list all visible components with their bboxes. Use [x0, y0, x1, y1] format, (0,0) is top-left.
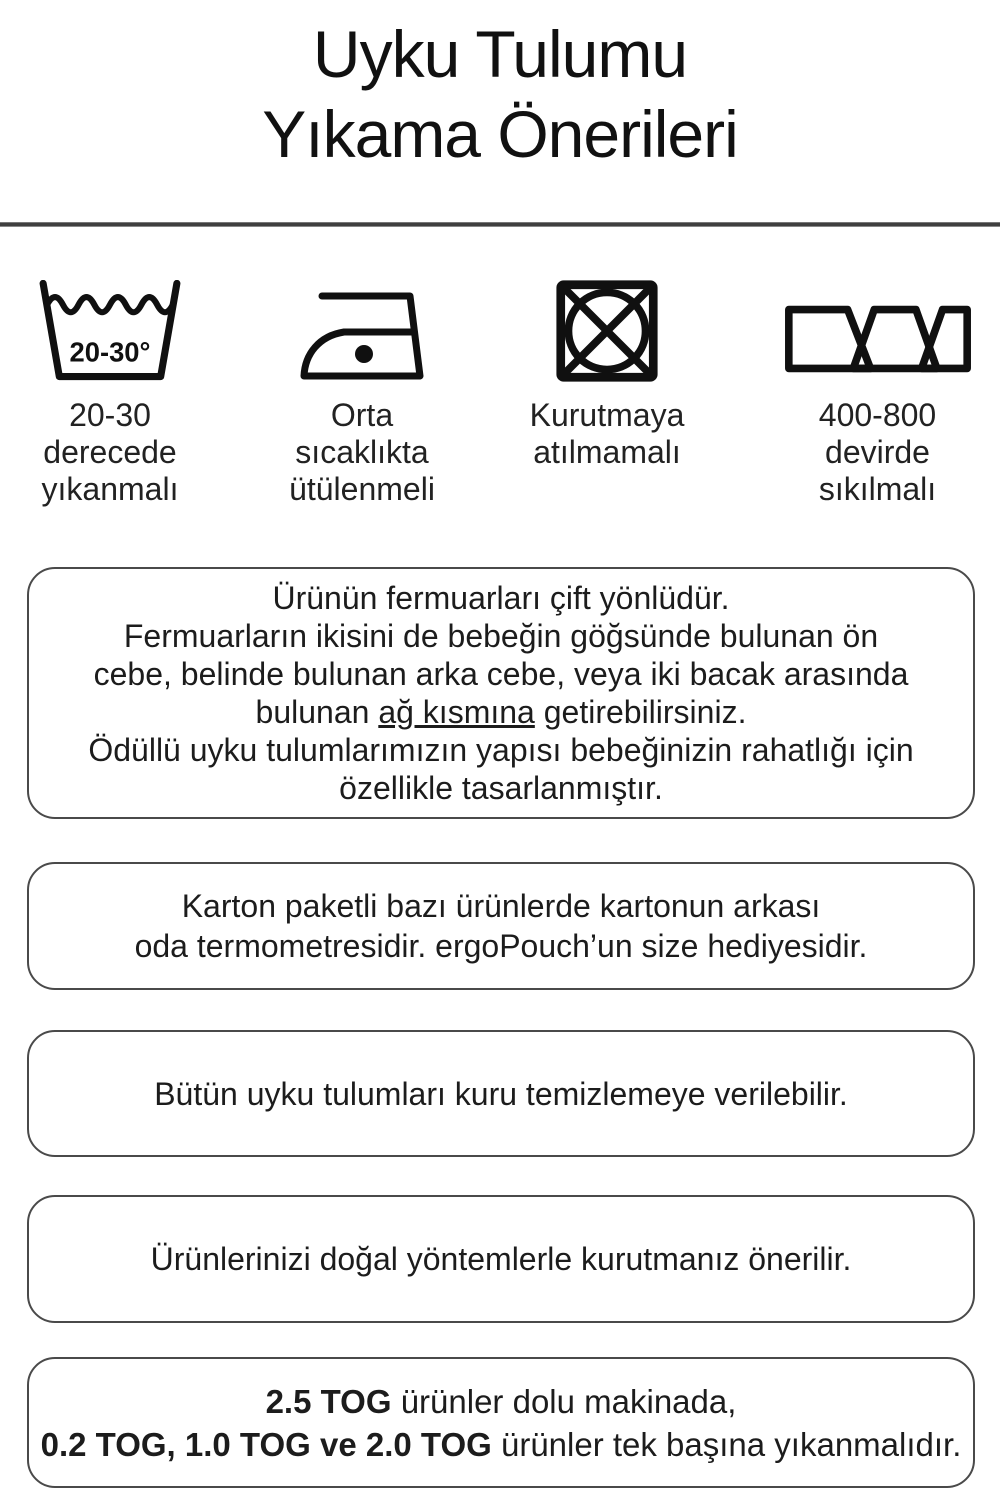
wash-tub-icon: [34, 280, 186, 384]
care-icon-column-wash: [20, 264, 200, 508]
zipper-line-6: özellikle tasarlanmıştır.: [339, 770, 663, 806]
dry-cleaning-text: Bütün uyku tulumları kuru temizlemeye verilebilir.: [154, 1075, 848, 1112]
caption-line: 400-800: [818, 397, 937, 433]
caption-line: Orta: [330, 397, 394, 433]
no-tumble-dry-icon: [554, 278, 660, 384]
underlined-phrase: ağ kısmına: [378, 694, 535, 730]
caption-line: ütülenmeli: [289, 471, 435, 507]
iron-icon: [292, 284, 432, 384]
care-icons-row: [0, 264, 1000, 514]
caption-line: yıkanmalı: [41, 471, 179, 507]
icon-caption-wash: [42, 397, 179, 508]
icon-caption-iron: [289, 397, 435, 508]
thermometer-line-2: oda termometresidir. ergoPouch’un size hediyesidir.: [134, 928, 868, 964]
care-icon-column-spin: [780, 264, 975, 508]
zipper-line-1: Ürünün fermuarları çift yönlüdür.: [272, 580, 730, 616]
divider-line: [0, 222, 1000, 227]
natural-drying-text: Ürünlerinizi doğal yöntemlerle kurutmanız önerilir.: [150, 1241, 852, 1277]
caption-line: 20-30: [69, 397, 151, 433]
caption-line: Kurutmaya: [529, 397, 685, 433]
tog-line-2: 0.2 TOG, 1.0 TOG ve 2.0 TOG ürünler tek başına yıkanmalıdır.: [40, 1425, 962, 1463]
icon-caption-spin: [819, 397, 936, 508]
title-line-1: Uyku Tulumu: [312, 17, 688, 91]
wash-temp-label: 20-30°: [69, 336, 151, 368]
caption-line: sıkılmalı: [818, 471, 937, 507]
caption-line: devirde: [825, 434, 930, 470]
info-box-zipper: [27, 567, 975, 819]
caption-line: atılmamalı: [533, 434, 681, 470]
zipper-line-4: bulunan ağ kısmına getirebilirsiniz.: [255, 694, 747, 730]
caption-line: sıcaklıkta: [295, 434, 429, 470]
zipper-line-3: cebe, belinde bulunan arka cebe, veya iki bacak arasında: [93, 656, 909, 692]
care-icon-column-no-tumble-dry: [513, 264, 701, 471]
tog-bold-1: 2.5 TOG: [265, 1382, 392, 1420]
page-title: [0, 14, 1000, 174]
tog-bold-2: 0.2 TOG, 1.0 TOG ve 2.0 TOG: [40, 1425, 492, 1463]
thermometer-line-1: Karton paketli bazı ürünlerde kartonun arkası: [181, 888, 821, 924]
zipper-line-5: Ödüllü uyku tulumlarımızın yapısı bebeğinizin rahatlığı için: [88, 732, 914, 768]
care-icon-column-iron: [268, 264, 456, 508]
tog-line-1: 2.5 TOG ürünler dolu makinada,: [265, 1382, 737, 1420]
info-box-tog: [27, 1357, 975, 1488]
info-box-natural-drying: [27, 1195, 975, 1323]
zipper-line-2: Fermuarların ikisini de bebeğin göğsünde bulunan ön: [123, 618, 879, 654]
info-box-dry-cleaning: [27, 1030, 975, 1157]
info-box-thermometer: [27, 862, 975, 990]
icon-caption-no-tumble-dry: [530, 397, 685, 471]
caption-line: derecede: [43, 434, 177, 470]
title-line-2: Yıkama Önerileri: [262, 97, 738, 171]
wring-spin-icon: [783, 302, 973, 376]
